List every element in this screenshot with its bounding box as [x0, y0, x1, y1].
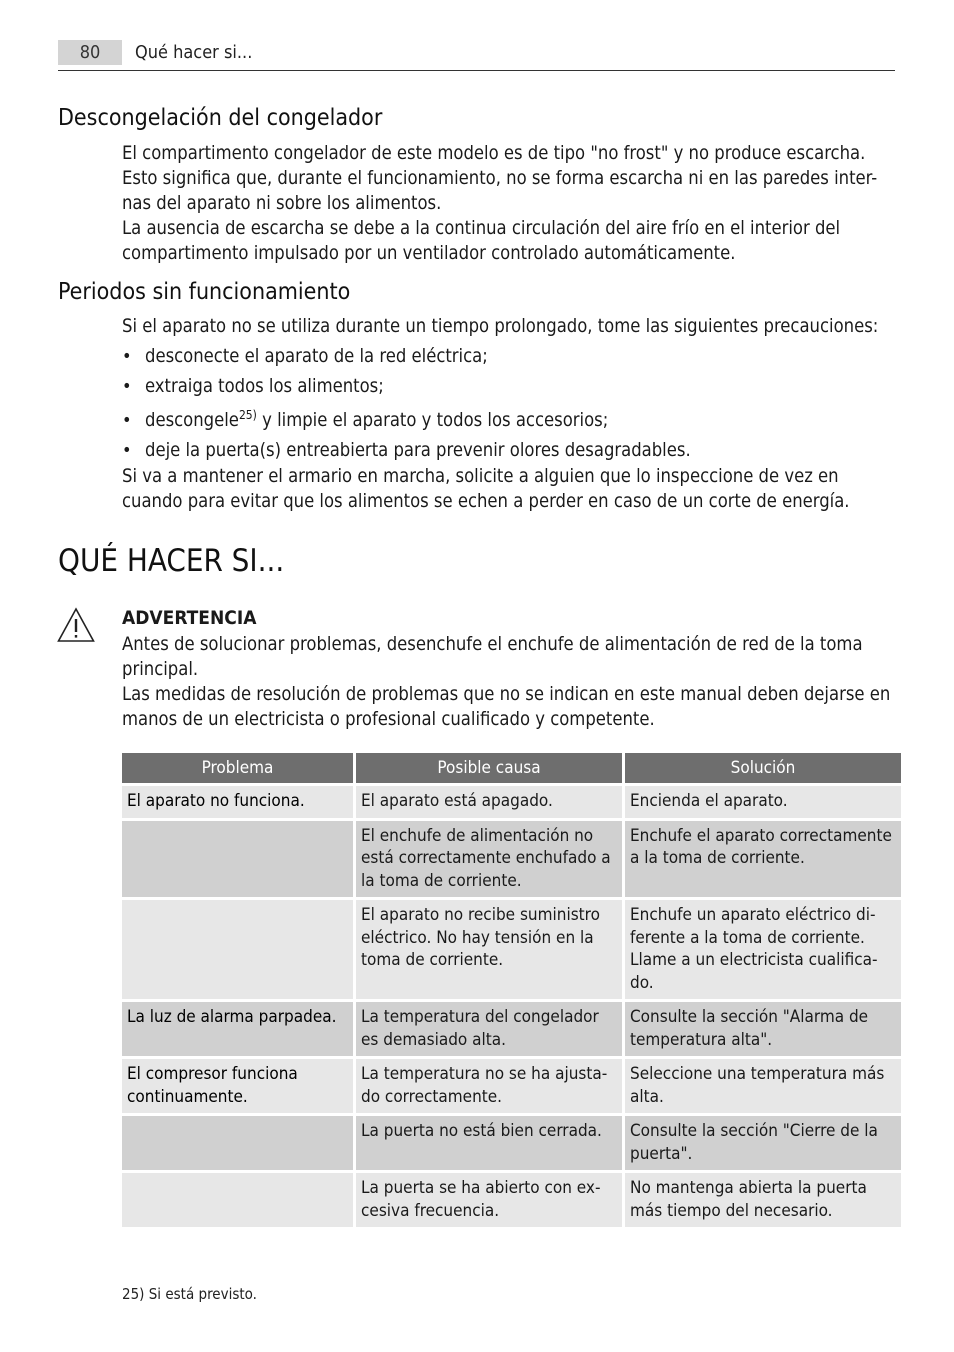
cell-cause: El aparato no recibe suministro eléctrico. No hay tensión en la toma de corriente. — [356, 900, 622, 999]
table-row — [122, 1116, 901, 1170]
idle-outro-line: cuando para evitar que los alimentos se echen a perder en caso de un corte de energía. — [122, 491, 850, 512]
cell-solution: Consulte la sección "Alarma de temperatura alta". — [625, 1002, 901, 1056]
cell-cause: La puerta no está bien cerrada. — [356, 1116, 622, 1170]
chapter-heading: QUÉ HACER SI... — [58, 543, 285, 579]
cell-solution: Encienda el aparato. — [625, 786, 901, 818]
warning-line: principal. — [122, 659, 199, 680]
bullet-text: extraiga todos los alimentos; — [145, 376, 384, 397]
warning-text — [122, 632, 894, 732]
idle-outro-line: Si va a mantener el armario en marcha, solicite a alguien que lo inspeccione de vez en — [122, 466, 839, 487]
cell-problem — [122, 821, 353, 898]
bullet-icon: • — [122, 410, 132, 431]
cell-cause: La puerta se ha abierto con ex-cesiva frecuencia. — [356, 1173, 622, 1227]
warning-line: Las medidas de resolución de problemas que no se indican en este manual deben dejarse en — [122, 684, 891, 705]
header-rule — [58, 70, 895, 71]
cell-problem — [122, 1116, 353, 1170]
warning-line: Antes de solucionar problemas, desenchufe el enchufe de alimentación de red de la toma — [122, 634, 863, 655]
bullet-text: deje la puerta(s) entreabierta para prevenir olores desagradables. — [145, 440, 691, 461]
cell-cause: La temperatura no se ha ajusta-do correctamente. — [356, 1059, 622, 1113]
cell-solution: No mantenga abierta la puerta más tiempo del necesario. — [625, 1173, 901, 1227]
bullet-icon: • — [122, 440, 132, 461]
cell-solution: Enchufe un aparato eléctrico di-ferente a la toma de corriente. Llame a un electricista cualifica-do. — [625, 900, 901, 999]
bullet-icon: • — [122, 346, 132, 367]
cell-problem: El aparato no funciona. — [122, 786, 353, 818]
cell-problem — [122, 900, 353, 999]
troubleshooting-table — [119, 750, 904, 1230]
bullet-text: desconecte el aparato de la red eléctrica; — [145, 346, 488, 367]
running-header-title: Qué hacer si... — [135, 42, 253, 63]
cell-solution: Enchufe el aparato correctamente a la toma de corriente. — [625, 821, 901, 898]
defrost-line: La ausencia de escarcha se debe a la continua circulación del aire frío en el interior del — [122, 218, 841, 239]
idle-outro — [122, 464, 894, 514]
bullet-text-post: y limpie el aparato y todos los accesorios; — [256, 410, 609, 431]
bullet-text-pre: descongele — [145, 410, 239, 431]
table-row — [122, 1173, 901, 1227]
cell-cause: La temperatura del congelador es demasiado alta. — [356, 1002, 622, 1056]
idle-intro: Si el aparato no se utiliza durante un tiempo prolongado, tome las siguientes precauciones: — [122, 316, 879, 337]
cell-cause: El aparato está apagado. — [356, 786, 622, 818]
bullet-text — [145, 408, 608, 433]
cell-solution: Seleccione una temperatura más alta. — [625, 1059, 901, 1113]
cell-solution: Consulte la sección "Cierre de la puerta". — [625, 1116, 901, 1170]
warning-line: manos de un electricista o profesional cualificado y competente. — [122, 709, 655, 730]
column-header-problem: Problema — [122, 753, 353, 783]
defrost-paragraph — [122, 141, 894, 266]
footnote-reference[interactable]: 25) — [238, 408, 257, 422]
table-row — [122, 1059, 901, 1113]
table-header-row — [122, 753, 901, 783]
defrost-line: nas del aparato ni sobre los alimentos. — [122, 193, 442, 214]
table-row — [122, 900, 901, 999]
cell-problem: La luz de alarma parpadea. — [122, 1002, 353, 1056]
defrost-line: Esto significa que, durante el funcionamiento, no se forma escarcha ni en las paredes inter- — [122, 168, 878, 189]
table-row — [122, 786, 901, 818]
section-heading-idle: Periodos sin funcionamiento — [58, 279, 351, 305]
column-header-solution: Solución — [625, 753, 901, 783]
table-row — [122, 821, 901, 898]
defrost-line: El compartimento congelador de este modelo es de tipo "no frost" y no produce escarcha. — [122, 143, 866, 164]
page-number: 80 — [58, 40, 122, 65]
defrost-line: compartimento impulsado por un ventilador controlado automáticamente. — [122, 243, 736, 264]
cell-problem: El compresor funciona continuamente. — [122, 1059, 353, 1113]
table-row — [122, 1002, 901, 1056]
cell-problem — [122, 1173, 353, 1227]
warning-triangle-icon — [56, 606, 96, 646]
footnote: 25) Si está previsto. — [122, 1285, 257, 1303]
bullet-icon: • — [122, 376, 132, 397]
cell-cause: El enchufe de alimentación no está correctamente enchufado a la toma de corriente. — [356, 821, 622, 898]
column-header-cause: Posible causa — [356, 753, 622, 783]
warning-title: ADVERTENCIA — [122, 607, 257, 629]
section-heading-defrost: Descongelación del congelador — [58, 105, 383, 131]
